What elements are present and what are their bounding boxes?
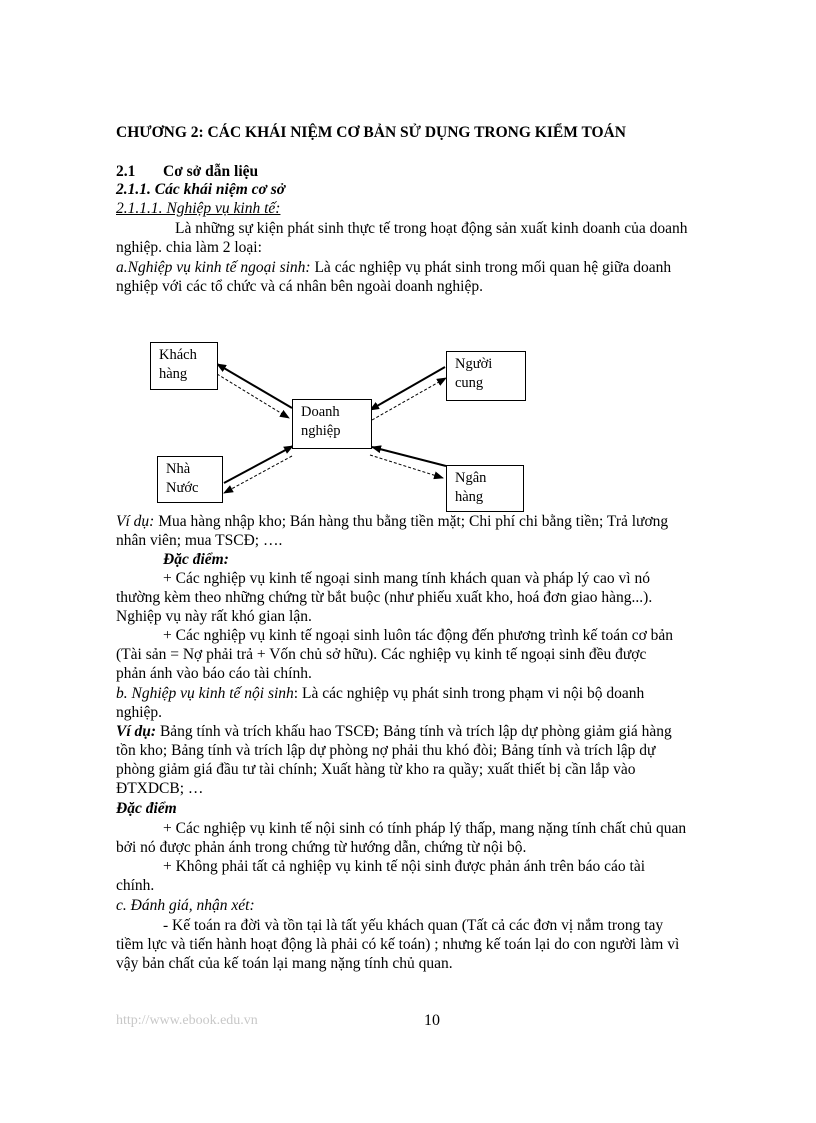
arrow-from-customer bbox=[217, 374, 289, 418]
section-number: 2.1 bbox=[116, 163, 136, 180]
chapter-title: CHƯƠNG 2: CÁC KHÁI NIỆM CƠ BẢN SỬ DỤNG TRONG KIỂM TOÁN bbox=[116, 124, 626, 141]
section-title: Cơ sở dẫn liệu bbox=[163, 163, 259, 180]
box-state-line: Nhà bbox=[166, 461, 191, 477]
box-bank-line: Ngân bbox=[455, 470, 487, 486]
box-customer-line: Khách bbox=[159, 347, 197, 363]
paragraph-c-line: vậy bản chất của kế toán lại mang nặng tính chủ quan. bbox=[116, 955, 453, 972]
features-2-line: + Không phải tất cả nghiệp vụ kinh tế nội sinh được phản ánh trên báo cáo tài bbox=[163, 858, 646, 875]
example-2-cont: ĐTXDCB; … bbox=[116, 780, 204, 797]
features-1-line: + Các nghiệp vụ kinh tế ngoại sinh luôn tác động đến phương trình kế toán cơ bản bbox=[163, 627, 674, 644]
features-1-line: thường kèm theo những chứng từ bắt buộc (như phiếu xuất kho, hoá đơn giao hàng...). bbox=[116, 589, 653, 606]
subsection-title: 2.1.1. Các khái niệm cơ sở bbox=[116, 181, 286, 198]
example-1-cont: nhân viên; mua TSCĐ; …. bbox=[116, 532, 283, 549]
box-supplier-line: Người bbox=[455, 356, 493, 372]
paragraph-c-line: - Kế toán ra đời và tồn tại là tất yếu khách quan (Tất cả các đơn vị nắm trong tay bbox=[163, 917, 664, 934]
features-1-line: phản ánh vào báo cáo tài chính. bbox=[116, 665, 312, 682]
paragraph-a-label: a.Nghiệp vụ kinh tế ngoại sinh: bbox=[116, 259, 311, 276]
arrow-from-state bbox=[224, 446, 293, 483]
features-2-line: chính. bbox=[116, 877, 155, 894]
box-state-line: Nước bbox=[166, 480, 199, 496]
paragraph-c-line: tiềm lực và tiến hành hoạt động là phải có kế toán) ; nhưng kế toán lại do con người làm vì bbox=[116, 936, 680, 953]
example-2-cont: phòng giảm giá đầu tư tài chính; Xuất hàng từ kho ra quầy; xuất thiết bị cần lắp vào bbox=[116, 761, 636, 778]
paragraph-b-cont: nghiệp. bbox=[116, 704, 163, 721]
footer-url[interactable]: http://www.ebook.edu.vn bbox=[116, 1013, 258, 1028]
paragraph-b bbox=[116, 685, 644, 703]
box-bank-line: hàng bbox=[455, 489, 484, 505]
page-number: 10 bbox=[424, 1012, 440, 1029]
box-enterprise-line: nghiệp bbox=[301, 423, 341, 439]
arrow-to-supplier bbox=[372, 378, 446, 420]
arrow-to-state bbox=[224, 456, 292, 493]
features-1-line: Nghiệp vụ này rất khó gian lận. bbox=[116, 608, 312, 625]
paragraph-b-label: b. Nghiệp vụ kinh tế nội sinh bbox=[116, 685, 294, 702]
arrow-to-bank bbox=[370, 455, 443, 478]
paragraph-c-label: c. Đánh giá, nhận xét: bbox=[116, 897, 255, 914]
subsubsection-title: 2.1.1.1. Nghiệp vụ kinh tế: bbox=[116, 200, 281, 217]
arrow-from-supplier bbox=[370, 367, 445, 410]
features-1-line: + Các nghiệp vụ kinh tế ngoại sinh mang tính khách quan và pháp lý cao vì nó bbox=[163, 570, 650, 587]
features-2-line: bởi nó được phản ánh trong chứng từ hướng dẫn, chứng từ nội bộ. bbox=[116, 839, 527, 856]
example-2-label: Ví dụ: bbox=[116, 723, 157, 740]
arrow-from-bank bbox=[372, 447, 446, 466]
box-bank bbox=[446, 465, 524, 512]
intro-line: Là những sự kiện phát sinh thực tế trong hoạt động sản xuất kinh doanh của doanh bbox=[175, 220, 688, 237]
box-customer-line: hàng bbox=[159, 366, 188, 382]
example-1 bbox=[116, 513, 668, 531]
paragraph-a-text: Là các nghiệp vụ phát sinh trong mối quan hệ giữa doanh bbox=[310, 259, 672, 276]
box-state bbox=[157, 456, 223, 503]
example-2-text: Bảng tính và trích khấu hao TSCĐ; Bảng tính và trích lập dự phòng giảm giá hàng bbox=[156, 723, 672, 740]
example-2 bbox=[116, 723, 672, 741]
features-1-line: (Tài sản = Nợ phải trả + Vốn chủ sở hữu). Các nghiệp vụ kinh tế ngoại sinh đều được bbox=[116, 646, 647, 663]
features-2-line: + Các nghiệp vụ kinh tế nội sinh có tính pháp lý thấp, mang nặng tính chất chủ quan bbox=[163, 820, 687, 837]
features-1-label: Đặc điểm: bbox=[163, 551, 229, 568]
features-2-label: Đặc điểm bbox=[116, 800, 177, 817]
paragraph-b-text: : Là các nghiệp vụ phát sinh trong phạm vi nội bộ doanh bbox=[293, 685, 645, 702]
example-2-cont: tồn kho; Bảng tính và trích lập dự phòng nợ phải thu khó đòi; Bảng tính và trích lập dự bbox=[116, 742, 656, 759]
box-supplier bbox=[446, 351, 526, 401]
box-enterprise-line: Doanh bbox=[301, 404, 340, 420]
paragraph-a-cont: nghiệp với các tổ chức và cá nhân bên ngoài doanh nghiệp. bbox=[116, 278, 483, 295]
intro-line: nghiệp. chia làm 2 loại: bbox=[116, 239, 262, 256]
box-enterprise bbox=[292, 399, 372, 449]
example-1-text: Mua hàng nhập kho; Bán hàng thu bằng tiền mặt; Chi phí chi bằng tiền; Trả lương bbox=[154, 513, 669, 530]
box-supplier-line: cung bbox=[455, 375, 484, 391]
example-1-label: Ví dụ: bbox=[116, 513, 155, 530]
box-customer bbox=[150, 342, 218, 390]
relationship-diagram bbox=[0, 0, 816, 520]
arrow-to-customer bbox=[217, 364, 292, 408]
